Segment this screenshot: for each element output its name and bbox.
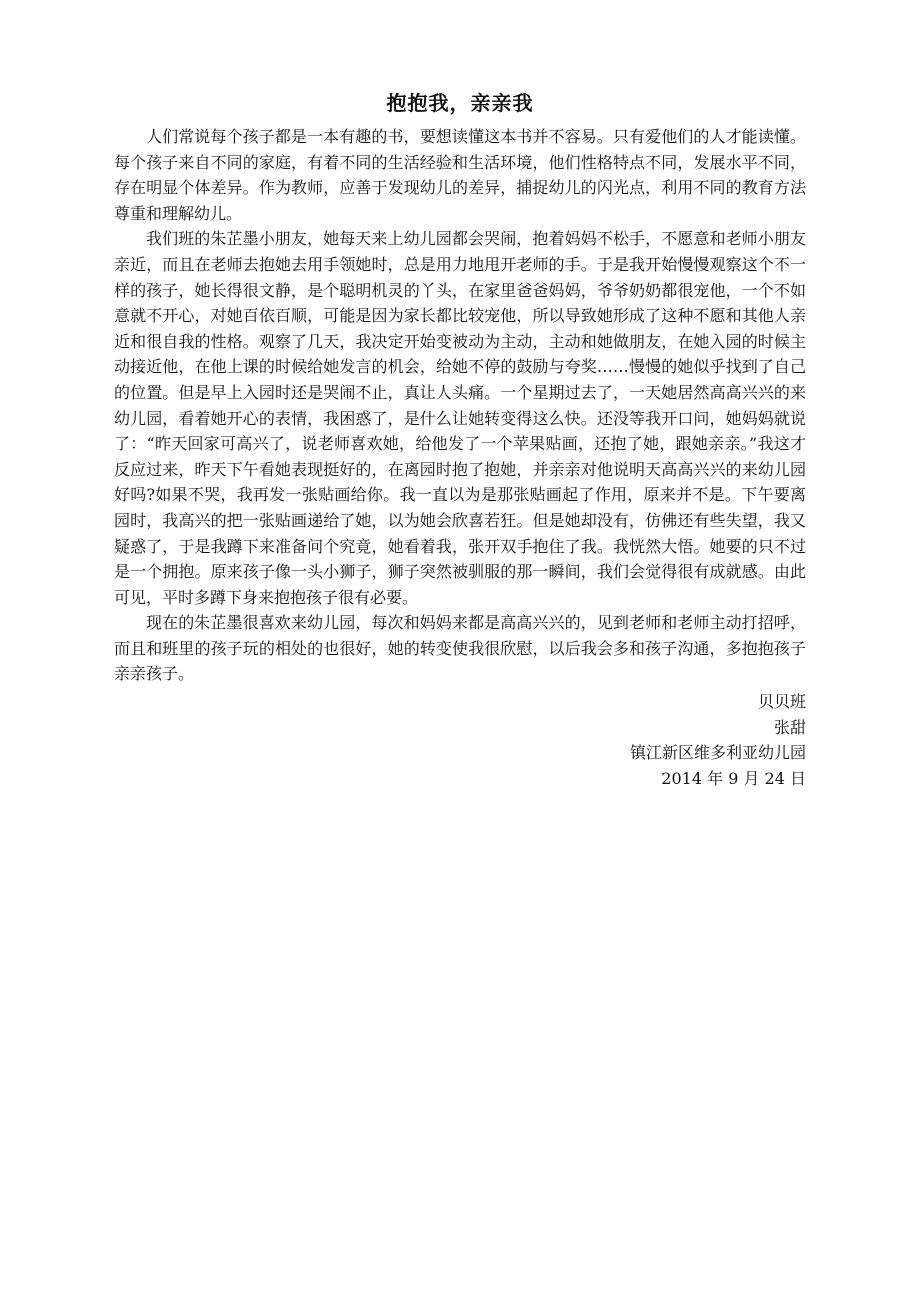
signature-date: 2014 年 9 月 24 日	[661, 768, 806, 788]
paragraph-intro: 人们常说每个孩子都是一本有趣的书，要想读懂这本书并不容易。只有爱他们的人才能读懂。每个孩子来自不同的家庭，有着不同的生活经验和生活环境，他们性格特点不同，发展水平不同，存在明显个体差异。作为教师，应善于发现幼儿的差异，捕捉幼儿的闪光点，利用不同的教育方法尊重和理解幼儿。	[114, 127, 806, 223]
paragraph-conclusion: 现在的朱芷墨很喜欢来幼儿园，每次和妈妈来都是高高兴兴的，见到老师和老师主动打招呼，而且和班里的孩子玩的相处的也很好，她的转变使我很欣慰，以后我会多和孩子沟通，多抱抱孩子亲亲孩子。	[114, 613, 806, 684]
signature-class: 贝贝班	[757, 692, 806, 712]
signature-school: 镇江新区维多利亚幼儿园	[629, 743, 806, 763]
signature-author: 张甜	[773, 717, 806, 737]
paragraph-story: 我们班的朱芷墨小朋友，她每天来上幼儿园都会哭闹，抱着妈妈不松手，不愿意和老师小朋友亲近，而且在老师去抱她去用手领她时，总是用力地甩开老师的手。于是我开始慢慢观察这个不一样的孩子，她长得很文静，是个聪明机灵的丫头，在家里爸爸妈妈，爷爷奶奶都很宠他，一个不如意就不开心，对她百依百顺，可能是因为家长都比较宠他，所以导致她形成了这种不愿和其他人亲近和很自我的性格。观察了几天，我决定开始变被动为主动，主动和她做朋友，在她入园的时候主动接近他，在他上课的时候给她发言的机会，给她不停的鼓励与夸奖……慢慢的她似乎找到了自己的位置。但是早上入园时还是哭闹不止，真让人头痛。一个星期过去了，一天她居然高高兴兴的来幼儿园，看着她开心的表情，我困惑了，是什么让她转变得这么快。还没等我开口问，她妈妈就说了：“昨天回家可高兴了，说老师喜欢她，给他发了一个苹果贴画，还抱了她，跟她亲亲。”我这才反应过来，昨天下午看她表现挺好的，在离园时抱了抱她，并亲亲对他说明天高高兴兴的来幼儿园好吗?如果不哭，我再发一张贴画给你。我一直以为是那张贴画起了作用，原来并不是。下午要离园时，我高兴的把一张贴画递给了她，以为她会欣喜若狂。但是她却没有，仿佛还有些失望，我又疑惑了，于是我蹲下来准备问个究竟，她看着我，张开双手抱住了我。我恍然大悟。她要的只不过是一个拥抱。原来孩子像一头小狮子，狮子突然被驯服的那一瞬间，我们会觉得很有成就感。由此可见，平时多蹲下身来抱抱孩子很有必要。	[114, 229, 806, 607]
document-page	[114, 88, 806, 791]
document-title: 抱抱我，亲亲我	[386, 91, 534, 115]
signature-block	[114, 689, 806, 791]
